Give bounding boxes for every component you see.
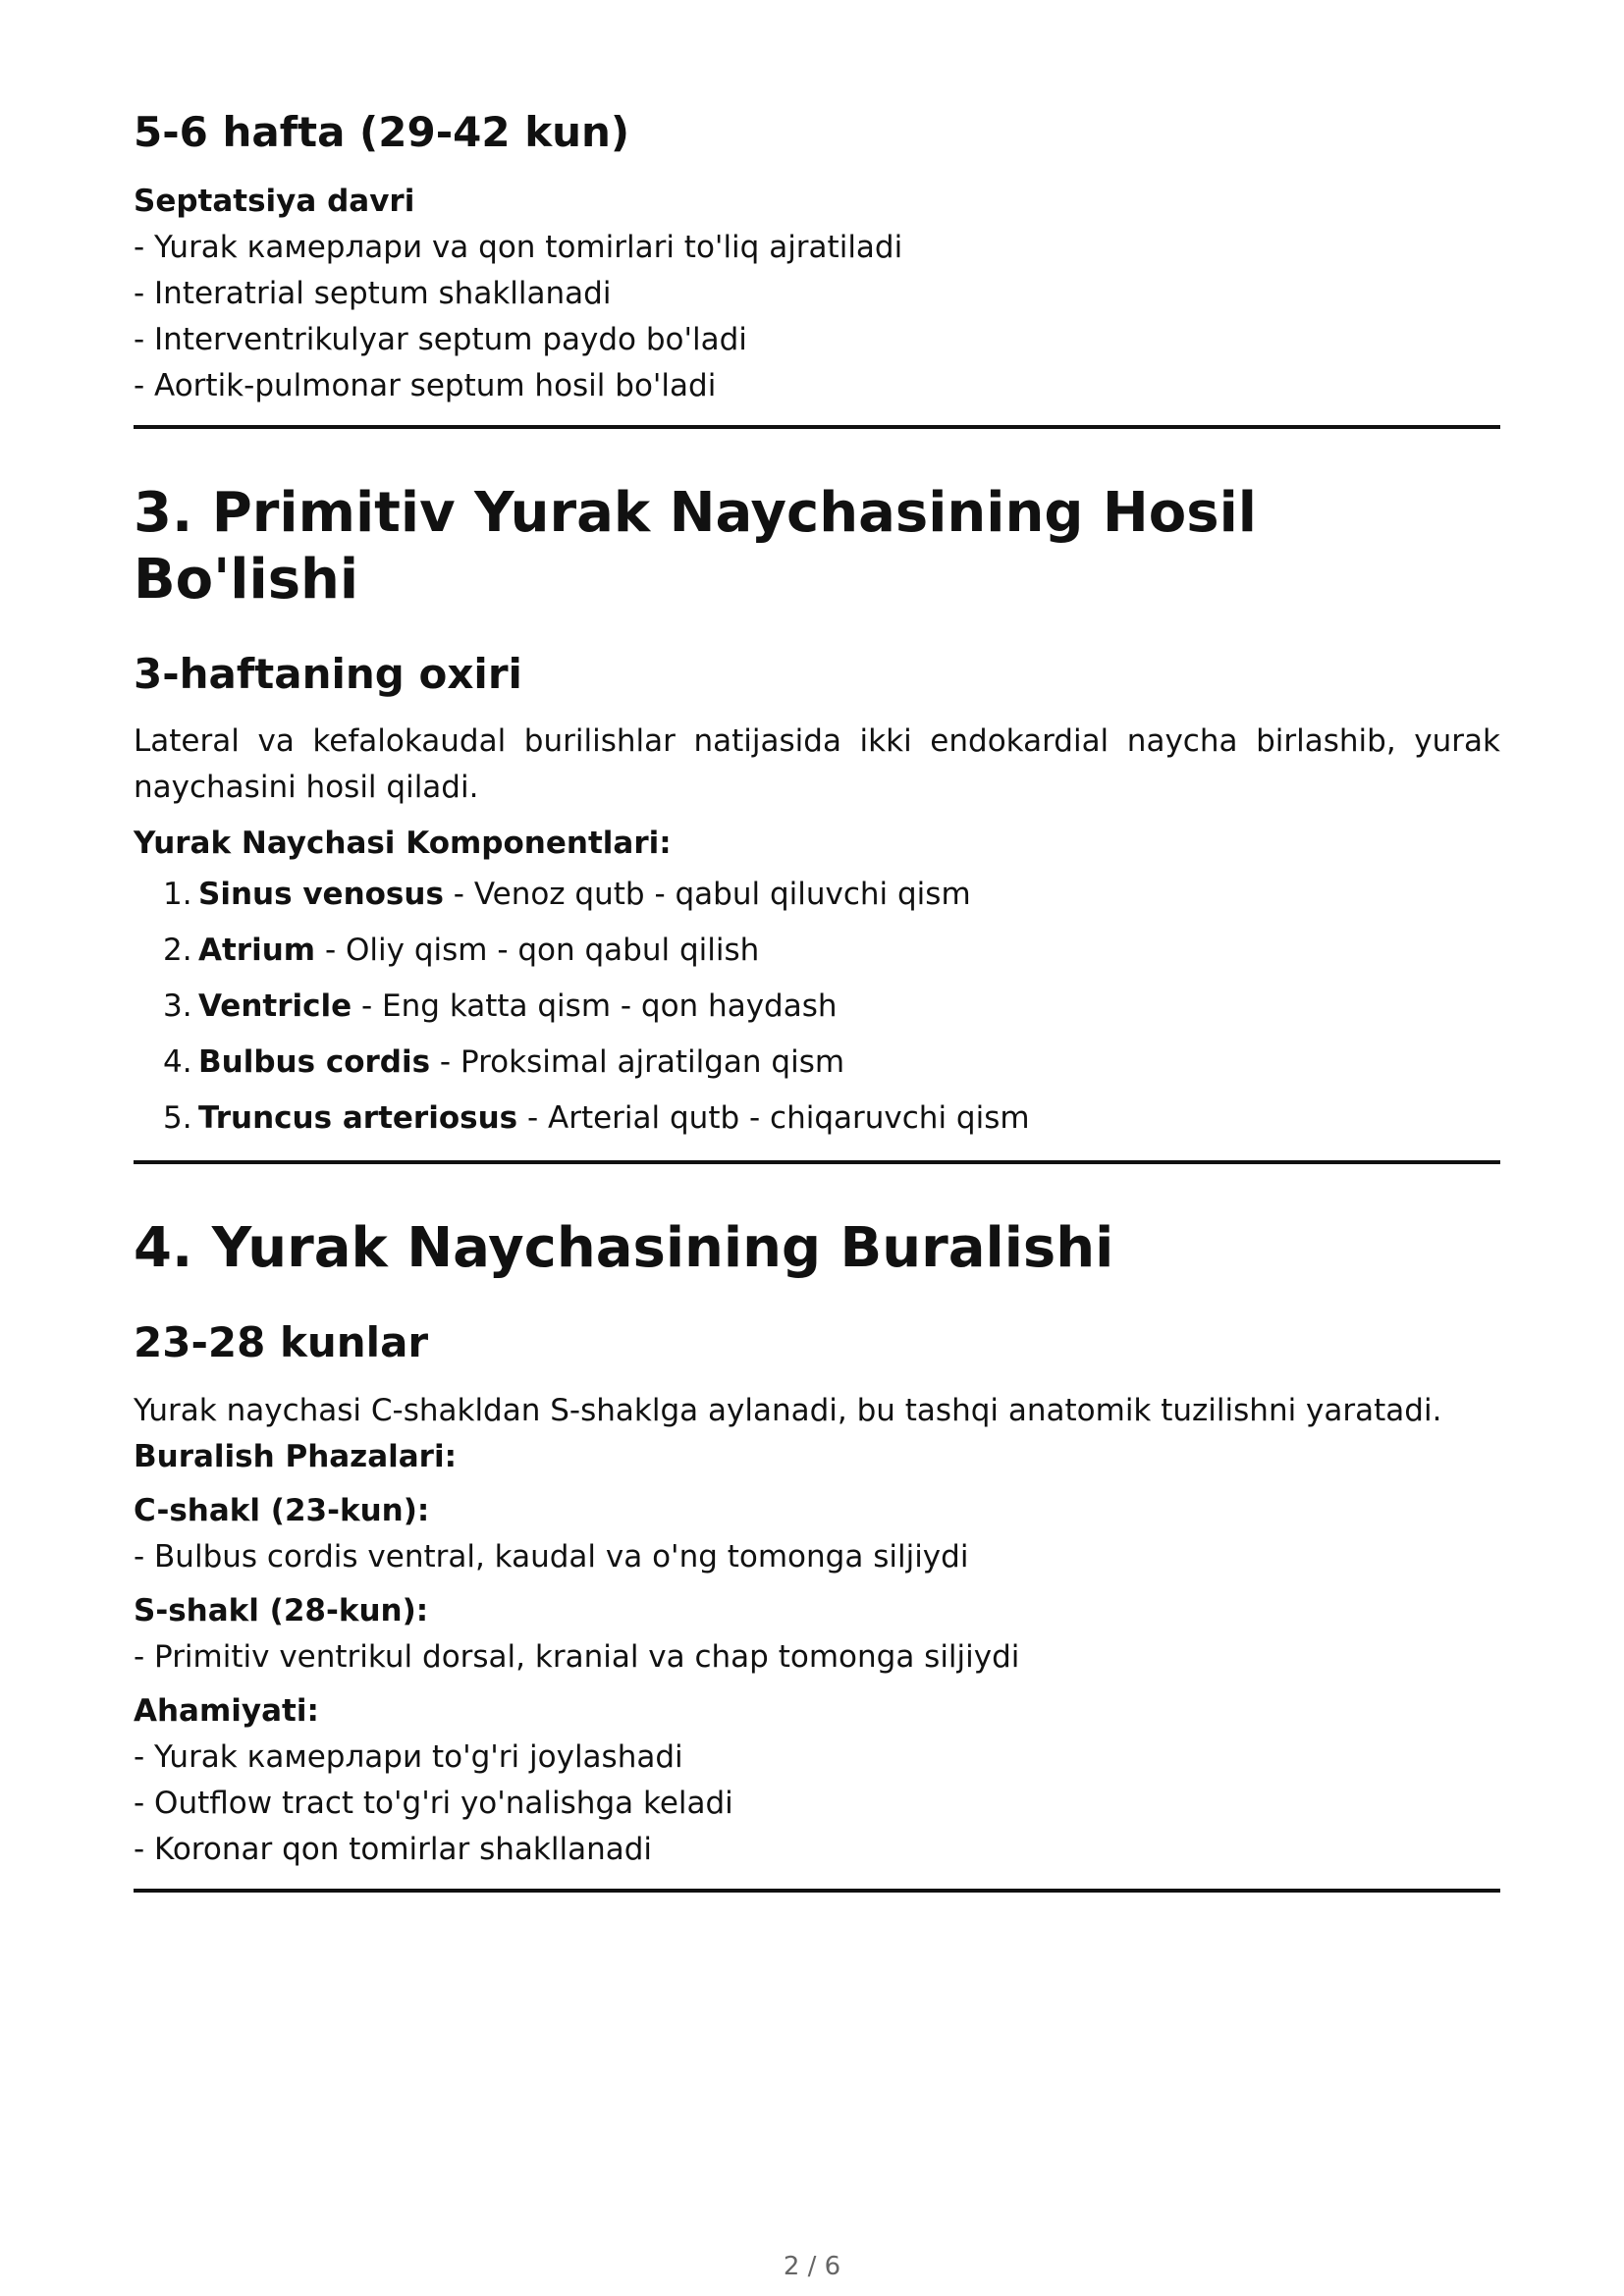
- importance-line: - Outflow tract to'g'ri yo'nalishga keladi: [134, 1785, 733, 1821]
- list-item: 3. Ventricle - Eng katta qism - qon haydash: [163, 988, 838, 1025]
- list-item: 4. Bulbus cordis - Proksimal ajratilgan qism: [163, 1044, 845, 1081]
- importance-label: Ahamiyati:: [134, 1692, 319, 1729]
- section-heading-3-hafta: 3-haftaning oxiri: [134, 649, 522, 698]
- importance-line: - Koronar qon tomirlar shakllanadi: [134, 1831, 652, 1867]
- component-term: Sinus venosus: [198, 877, 444, 913]
- list-item: 1. Sinus venosus - Venoz qutb - qabul qiluvchi qism: [163, 877, 971, 913]
- c-shakl-label: C-shakl (23-kun):: [134, 1492, 430, 1528]
- component-term: Atrium: [198, 933, 316, 969]
- s-shakl-label: S-shakl (28-kun):: [134, 1592, 429, 1629]
- component-desc: - Venoz qutb - qabul qiluvchi qism: [443, 877, 971, 913]
- section-title-4: 4. Yurak Naychasining Buralishi: [134, 1216, 1114, 1281]
- component-desc: - Eng katta qism - qon haydash: [352, 988, 838, 1025]
- list-item: 5. Truncus arteriosus - Arterial qutb - chiqaruvchi qism: [163, 1100, 1030, 1137]
- component-desc: - Proksimal ajratilgan qism: [430, 1044, 845, 1081]
- section-divider: [134, 1889, 1500, 1893]
- document-page: [134, 108, 1500, 1893]
- list-item: 2. Atrium - Oliy qism - qon qabul qilish: [163, 933, 760, 969]
- section-heading-23-28-kunlar: 23-28 kunlar: [134, 1318, 429, 1367]
- component-desc: - Oliy qism - qon qabul qilish: [315, 933, 760, 969]
- section-title-3: 3. Primitiv Yurak Naychasining Hosil Bo'lishi: [134, 481, 1257, 612]
- component-term: Ventricle: [198, 988, 352, 1025]
- component-term: Bulbus cordis: [198, 1044, 431, 1081]
- components-list: [134, 867, 1500, 1147]
- septatsiya-line: - Interatrial septum shakllanadi: [134, 276, 612, 312]
- component-term: Truncus arteriosus: [198, 1100, 518, 1137]
- c-shakl-line: - Bulbus cordis ventral, kaudal va o'ng tomonga siljiydi: [134, 1538, 969, 1575]
- s-shakl-line: - Primitiv ventrikul dorsal, kranial va chap tomonga siljiydi: [134, 1638, 1020, 1675]
- septatsiya-line: - Interventrikulyar septum paydo bo'ladi: [134, 322, 747, 358]
- components-label: Yurak Naychasi Komponentlari:: [134, 826, 672, 862]
- page-number: 2 / 6: [783, 2252, 841, 2281]
- section-3-paragraph: Lateral va kefalokaudal burilishlar natijasida ikki endokardial naycha birlashib, yurak naychasini hosil qiladi.: [134, 723, 1500, 806]
- section-heading-5-6-hafta: 5-6 hafta (29-42 kun): [134, 108, 630, 156]
- septatsiya-line: - Yurak камерлари va qon tomirlari to'liq ajratiladi: [134, 230, 903, 266]
- phases-label: Buralish Phazalari:: [134, 1438, 457, 1474]
- section-4-paragraph: Yurak naychasi C-shakldan S-shaklga aylanadi, bu tashqi anatomik tuzilishni yaratadi.: [134, 1392, 1442, 1428]
- septatsiya-line: - Aortik-pulmonar septum hosil bo'ladi: [134, 368, 717, 404]
- septatsiya-label: Septatsiya davri: [134, 184, 415, 220]
- importance-line: - Yurak камерлари to'g'ri joylashadi: [134, 1738, 683, 1775]
- component-desc: - Arterial qutb - chiqaruvchi qism: [517, 1100, 1030, 1137]
